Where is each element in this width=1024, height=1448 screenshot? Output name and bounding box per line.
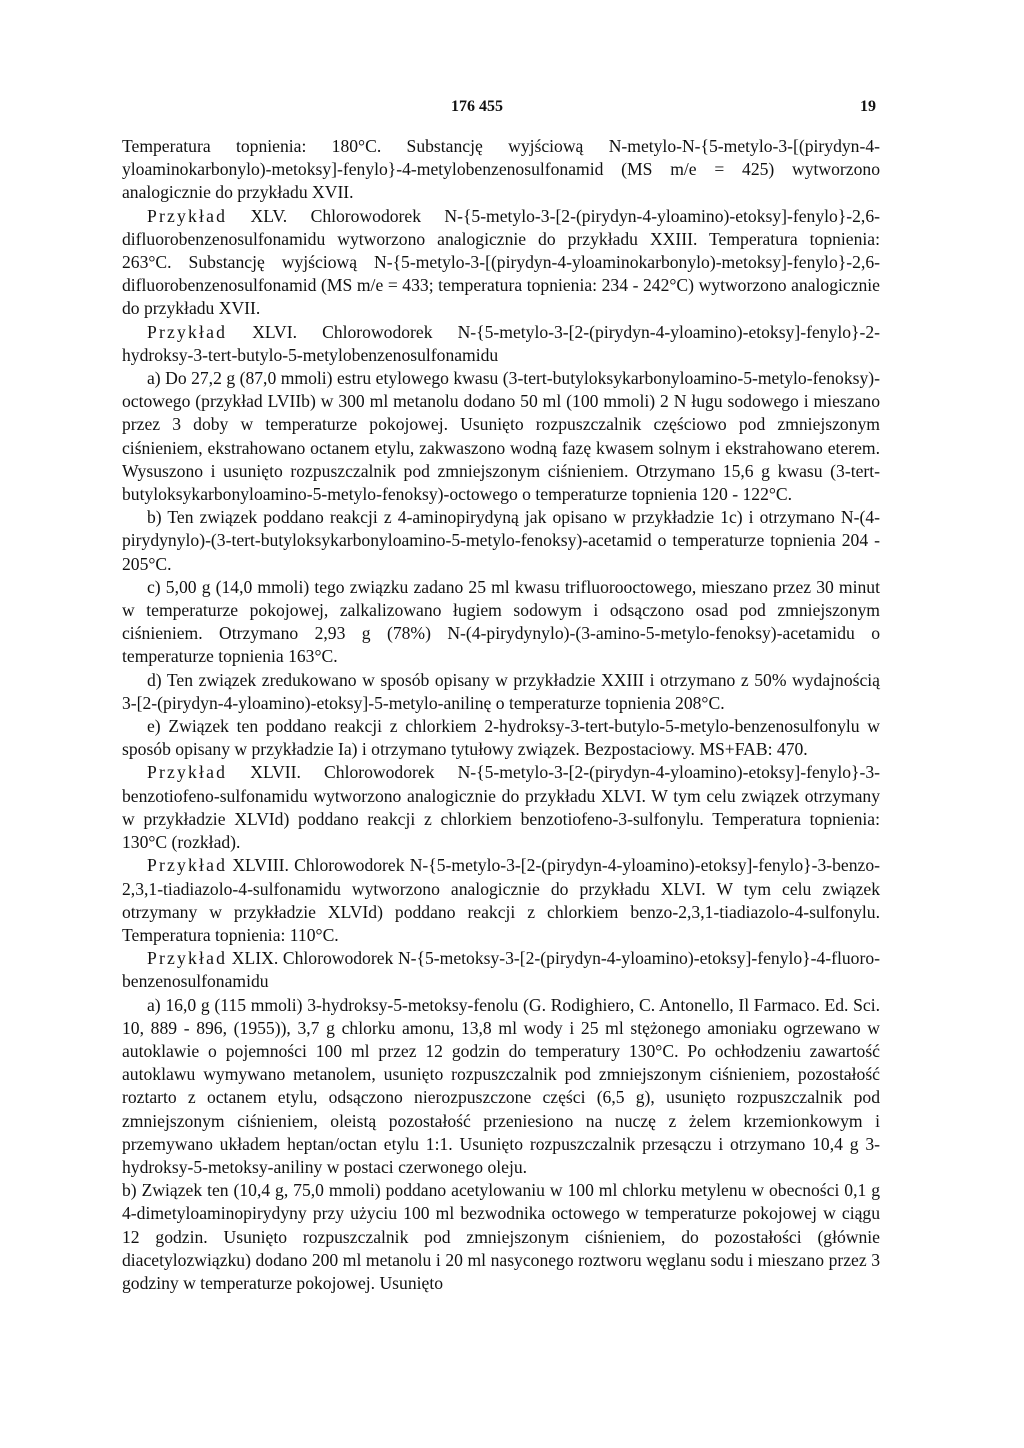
paragraph-text: XLIX. Chlorowodorek N-{5-metoksy-3-[2-(pirydyn-4-yloamino)-etoksy]-fenylo}-4-fluoro-benzenosulfonamidu (122, 948, 880, 992)
paragraph (122, 854, 880, 947)
document-page (122, 95, 880, 1295)
paragraph (122, 669, 880, 715)
paragraph-text: e) Związek ten poddano reakcji z chlorkiem 2-hydroksy-3-tert-butylo-5-metylo-benzenosulfonylu w sposób opisany w przykładzie Ia) i otrzymano tytułowy związek. Bezpostaciowy. MS+FAB: 470. (122, 716, 880, 760)
body-text (122, 135, 880, 1295)
paragraph-text: b) Ten związek poddano reakcji z 4-aminopirydyną jak opisano w przykładzie 1c) i otrzymano N-(4-pirydynylo)-(3-tert-butyloksykarbonyloamino-5-metylo-fenoksy)-acetamid o temperaturze topnienia 204 - 205°C. (122, 507, 880, 574)
paragraph-text: b) Związek ten (10,4 g, 75,0 mmoli) poddano acetylowaniu w 100 ml chlorku metylenu w obecności 0,1 g 4-dimetyloaminopirydyny przy użyciu 100 ml bezwodnika octowego w temperaturze pokojowej w ciągu 12 godzin. Usunięto rozpuszczalnik pod zmniejszonym ciśnieniem, do pozostałości (głównie diacetylozwiązku) dodano 200 ml metanolu i 20 ml nasyconego roztworu węglanu sodu i mieszano przez 3 godziny w temperaturze pokojowej. Usunięto (122, 1180, 880, 1293)
paragraph (122, 506, 880, 576)
example-heading: Przykład (147, 205, 228, 226)
example-heading: Przykład (147, 321, 228, 342)
paragraph (122, 761, 880, 854)
paragraph-text: XLVII. Chlorowodorek N-{5-metylo-3-[2-(pirydyn-4-yloamino)-etoksy]-fenylo}-3-benzotiofeno-sulfonamidu wytworzono analogicznie do przykładu XLVI. W tym celu związek otrzymany w przykładzie XLVId) poddano reakcji z chlorkiem benzotiofeno-3-sulfonylu. Temperatura topnienia: 130°C (rozkład). (122, 762, 880, 853)
paragraph (122, 994, 880, 1180)
example-heading: Przykład (147, 855, 228, 876)
page-number: 19 (860, 98, 876, 115)
page-header (122, 95, 880, 119)
paragraph (122, 367, 880, 506)
paragraph-text: XLVI. Chlorowodorek N-{5-metylo-3-[2-(pirydyn-4-yloamino)-etoksy]-fenylo}-2-hydroksy-3-tert-butylo-5-metylobenzenosulfonamidu (122, 321, 880, 365)
example-heading: Przykład (147, 948, 228, 969)
paragraph (122, 576, 880, 669)
paragraph-text: Temperatura topnienia: 180°C. Substancję wyjściową N-metylo-N-{5-metylo-3-[(pirydyn-4-yloaminokarbonylo)-metoksy]-fenylo}-4-metylobenzenosulfonamid (MS m/e = 425) wytworzono analogicznie do przykładu XVII. (122, 136, 880, 203)
paragraph (122, 321, 880, 367)
document-number: 176 455 (451, 98, 503, 115)
paragraph-text: a) Do 27,2 g (87,0 mmoli) estru etylowego kwasu (3-tert-butyloksykarbonyloamino-5-metylo-fenoksy)-octowego (przykład LVIIb) w 300 ml metanolu dodano 50 ml (100 mmoli) 2 N ługu sodowego i mieszano przez 3 doby w temperaturze pokojowej. Usunięto rozpuszczalnik częściowo pod zmniejszonym ciśnieniem, ekstrahowano octanem etylu, zakwaszono wodną fazę kwasem solnym i ekstrahowano eterem. Wysuszono i usunięto rozpuszczalnik pod zmniejszonym ciśnieniem. Otrzymano 15,6 g kwasu (3-tert-butyloksykarbonyloamino-5-metylo-fenoksy)-octowego o temperaturze topnienia 120 - 122°C. (122, 368, 880, 505)
paragraph-text: c) 5,00 g (14,0 mmoli) tego związku zadano 25 ml kwasu trifluorooctowego, mieszano przez 30 minut w temperaturze pokojowej, zalkalizowano ługiem sodowym i odsączono osad pod zmniejszonym ciśnieniem. Otrzymano 2,93 g (78%) N-(4-pirydynylo)-(3-amino-5-metylo-fenoksy)-acetamidu o temperaturze topnienia 163°C. (122, 576, 880, 667)
paragraph-text: XLVIII. Chlorowodorek N-{5-metylo-3-[2-(pirydyn-4-yloamino)-etoksy]-fenylo}-3-benzo-2,3,1-tiadiazolo-4-sulfonamidu wytworzono analogicznie do przykładu XLVI. W tym celu związek otrzymany w przykładzie XLVId) poddano reakcji z chlorkiem benzo-2,3,1-tiadiazolo-4-sulfonylu. Temperatura topnienia: 110°C. (122, 855, 880, 945)
paragraph-text: a) 16,0 g (115 mmoli) 3-hydroksy-5-metoksy-fenolu (G. Rodighiero, C. Antonello, Il Farmaco. Ed. Sci. 10, 889 - 896, (1955)), 3,7 g chlorku amonu, 13,8 ml wody i 25 ml stężonego amoniaku ogrzewano w autoklawie o pojemności 100 ml przez 12 godzin do temperatury 130°C. Po ochłodzeniu zawartość autoklawu wymywano metanolem, usunięto rozpuszczalnik pod zmniejszonym ciśnieniem, pozostałość roztarto z octanem etylu, odsączono nierozpuszczone części (6,5 g), usunięto rozpuszczalnik pod zmniejszonym ciśnieniem, oleistą pozostałość przeniesiono na nuczę z żelem krzemionkowym i przemywano układem heptan/octan etylu 1:1. Usunięto rozpuszczalnik przesączu i otrzymano 10,4 g 3-hydroksy-5-metoksy-aniliny w postaci czerwonego oleju. (122, 994, 880, 1177)
paragraph (122, 1179, 880, 1295)
example-heading: Przykład (147, 762, 228, 783)
paragraph (122, 135, 880, 205)
paragraph (122, 715, 880, 761)
paragraph (122, 205, 880, 321)
paragraph-text: d) Ten związek zredukowano w sposób opisany w przykładzie XXIII i otrzymano z 50% wydajnością 3-[2-(pirydyn-4-yloamino)-etoksy]-5-metylo-anilinę o temperaturze topnienia 208°C. (122, 669, 880, 713)
paragraph (122, 947, 880, 993)
paragraph-text: XLV. Chlorowodorek N-{5-metylo-3-[2-(pirydyn-4-yloamino)-etoksy]-fenylo}-2,6-difluorobenzenosulfonamidu wytworzono analogicznie do przykładu XXIII. Temperatura topnienia: 263°C. Substancję wyjściową N-{5-metylo-3-[(pirydyn-4-yloaminokarbonylo)-metoksy]-fenylo}-2,6-difluorobenzenosulfonamid (MS m/e = 433; temperatura topnienia: 234 - 242°C) wytworzono analogicznie do przykładu XVII. (122, 205, 880, 319)
